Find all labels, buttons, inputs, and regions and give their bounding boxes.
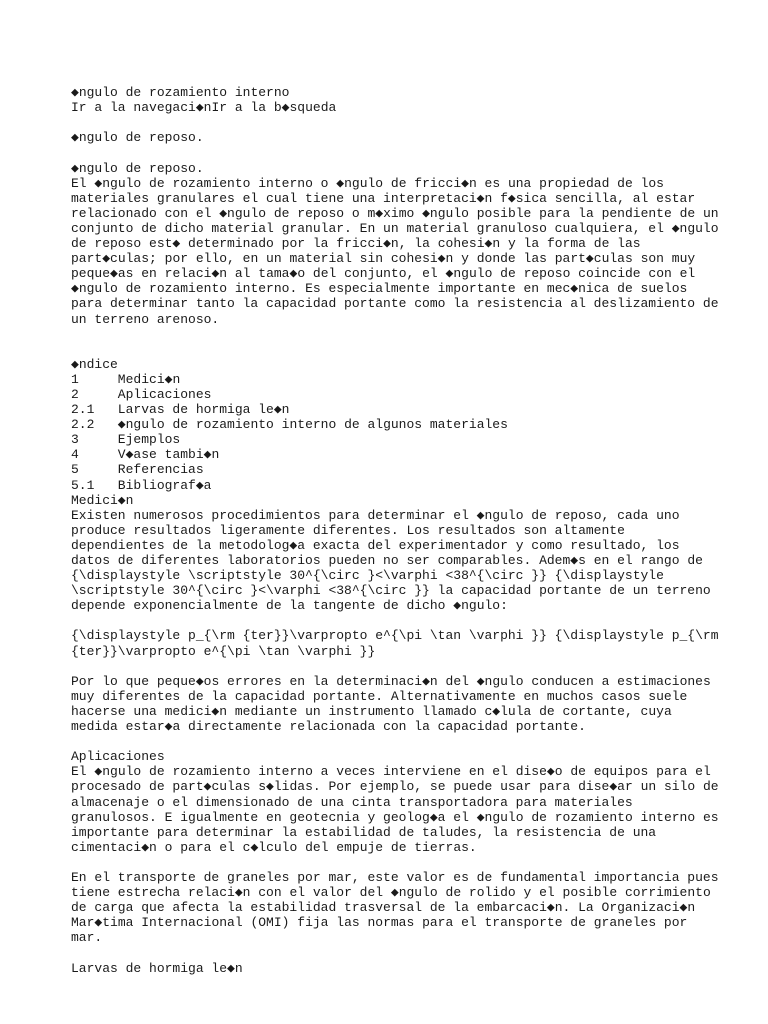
text-line: materiales granulares el cual tiene una interpretaci◆n f◆sica sencilla, al estar: [71, 190, 696, 206]
text-line: conjunto de dicho material granular. En un material granuloso cualquiera, el ◆ngulo: [71, 220, 719, 236]
text-line: ◆ngulo de reposo.: [71, 130, 204, 146]
text-line: cimentaci◆n o para el c◆lculo del empuje de tierras.: [71, 839, 477, 855]
text-line: relacionado con el ◆ngulo de reposo o m◆ximo ◆ngulo posible para la pendiente de un: [71, 205, 719, 221]
text-line: {ter}}\varpropto e^{\pi \tan \varphi }}: [71, 643, 376, 659]
text-line: El ◆ngulo de rozamiento interno a veces interviene en el dise◆o de equipos para el: [71, 764, 711, 780]
text-line: Aplicaciones: [71, 749, 165, 765]
text-line: produce resultados ligeramente diferentes. Los resultados son altamente: [71, 522, 625, 538]
text-line: de carga que afecta la estabilidad trasversal de la embarcaci◆n. La Organizaci◆n: [71, 900, 696, 916]
text-line: mar.: [71, 930, 103, 946]
text-line: muy diferentes de la capacidad portante. Alternativamente en muchos casos suele: [71, 688, 688, 704]
text-line: 1 Medici◆n: [71, 371, 181, 387]
text-line: [71, 945, 761, 960]
text-line: [71, 659, 761, 674]
text-line: [71, 145, 761, 160]
text-line: ◆ngulo de rozamiento interno: [71, 85, 290, 101]
text-line: datos de diferentes laboratorios pueden no ser comparables. Adem◆s en el rango de: [71, 553, 703, 568]
text-line: [71, 855, 761, 870]
text-line: granulosos. E igualmente en geotecnia y geolog◆a el ◆ngulo de rozamiento interno es: [71, 809, 719, 825]
text-line: Existen numerosos procedimientos para determinar el ◆ngulo de reposo, cada uno: [71, 507, 680, 523]
text-line: En el transporte de graneles por mar, este valor es de fundamental importancia pues: [71, 869, 719, 885]
text-line: ◆ngulo de reposo.: [71, 160, 204, 176]
text-line: Medici◆n: [71, 492, 134, 508]
text-line: 5.1 Bibliograf◆a: [71, 477, 212, 493]
text-line: 2 Aplicaciones: [71, 386, 212, 402]
text-line: ◆ngulo de rozamiento interno. Es especialmente importante en mec◆nica de suelos: [71, 281, 688, 297]
text-line: [71, 115, 761, 130]
text-line: almacenaje o el dimensionado de una cinta transportadora para materiales: [71, 794, 633, 810]
text-line: Larvas de hormiga le◆n: [71, 960, 243, 976]
text-line: Ir a la navegaci◆nIr a la b◆squeda: [71, 100, 337, 116]
text-line: ◆ndice: [71, 356, 118, 372]
document-body: [71, 70, 761, 976]
text-line: 5 Referencias: [71, 462, 204, 478]
text-line: {\displaystyle \scriptstyle 30^{\circ }<\varphi <38^{\circ }} {\displaystyle: [71, 568, 664, 584]
text-line: un terreno arenoso.: [71, 311, 220, 327]
text-line: [71, 327, 761, 342]
text-line: [71, 342, 761, 357]
text-line: \scriptstyle 30^{\circ }<\varphi <38^{\circ }} la capacidad portante de un terreno: [71, 583, 711, 599]
text-line: [71, 734, 761, 749]
text-line: 2.1 Larvas de hormiga le◆n: [71, 402, 290, 418]
text-line: para determinar tanto la capacidad portante como la resistencia al deslizamiento de: [71, 296, 719, 312]
text-line: 3 Ejemplos: [71, 432, 181, 448]
text-line: {\displaystyle p_{\rm {ter}}\varpropto e^{\pi \tan \varphi }} {\displaystyle p_{\rm: [71, 628, 719, 644]
text-line: procesado de part◆culas s◆lidas. Por ejemplo, se puede usar para dise◆ar un silo de: [71, 779, 719, 795]
text-line: Por lo que peque◆os errores en la determinaci◆n del ◆ngulo conducen a estimaciones: [71, 673, 711, 689]
text-line: dependientes de la metodolog◆a exacta del experimentador y como resultado, los: [71, 537, 680, 553]
text-line: medida estar◆a directamente relacionada con la capacidad portante.: [71, 719, 586, 735]
text-line: [71, 70, 761, 85]
text-line: hacerse una medici◆n mediante un instrumento llamado c◆lula de cortante, cuya: [71, 703, 672, 719]
text-line: tiene estrecha relaci◆n con el valor del ◆ngulo de rolido y el posible corrimiento: [71, 885, 711, 901]
text-line: part◆culas; por ello, en un material sin cohesi◆n y donde las part◆culas son muy: [71, 251, 696, 267]
text-line: Mar◆tima Internacional (OMI) fija las normas para el transporte de graneles por: [71, 915, 688, 931]
text-line: [71, 613, 761, 628]
text-line: importante para determinar la estabilidad de taludes, la resistencia de una: [71, 824, 657, 840]
text-line: peque◆as en relaci◆n al tama◆o del conjunto, el ◆ngulo de reposo coincide con el: [71, 266, 696, 282]
text-line: 2.2 ◆ngulo de rozamiento interno de algunos materiales: [71, 417, 508, 433]
text-line: El ◆ngulo de rozamiento interno o ◆ngulo de fricci◆n es una propiedad de los: [71, 175, 664, 191]
text-line: de reposo est◆ determinado por la fricci◆n, la cohesi◆n y la forma de las: [71, 236, 641, 252]
text-line: 4 V◆ase tambi◆n: [71, 447, 220, 463]
text-line: depende exponencialmente de la tangente de dicho ◆ngulo:: [71, 598, 508, 614]
